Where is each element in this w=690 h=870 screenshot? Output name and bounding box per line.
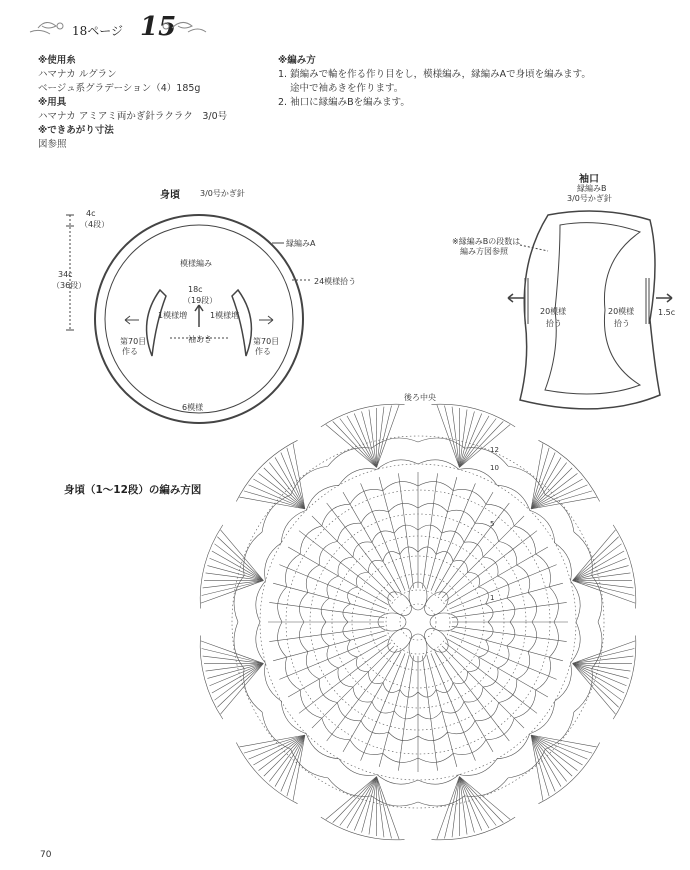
one-pattern-right: 1模様増 (210, 311, 240, 320)
yarn-heading: ※使用糸 (38, 55, 76, 66)
chart-strokes (200, 404, 636, 840)
sleeve-width: 1.5c (658, 308, 676, 317)
page-reference: 18ページ (72, 24, 124, 38)
back-center-label: 後ろ中央 (404, 393, 436, 402)
chart-title: 身頃（1〜12段）の編み方図 (64, 484, 202, 496)
size-heading: ※できあがり寸法 (38, 125, 114, 136)
pickup-label: 24模様拾う (314, 277, 357, 286)
pick-right: 20模様 (608, 307, 635, 316)
one-pattern-left: 1模様増 (158, 311, 188, 320)
row-label-5: 5 (490, 520, 495, 528)
instruction-step-1-cont: 途中で袖あきを作ります。 (290, 83, 404, 94)
row-label-10: 10 (490, 464, 499, 472)
page-number: 70 (40, 850, 52, 860)
row70-right: 第70目 (253, 337, 280, 346)
instructions-heading: ※編み方 (278, 55, 316, 66)
edge-a-label: 縁編みA (286, 239, 316, 248)
yarn-line-2: ベージュ系グラデーション（4）185g (38, 83, 201, 94)
dim-top: 4c (86, 209, 96, 218)
dim-side-rows: （36段） (52, 281, 87, 290)
center-dim: 18c (188, 285, 203, 294)
pattern-label: 模様編み (180, 259, 212, 268)
instruction-step-1: 1. 鎖編みで輪を作る作り目をし，模様編み，縁編みAで身頃を編みます。 (278, 69, 591, 80)
six-pattern-label: 6模様 (182, 403, 204, 412)
dim-top-rows: （4段） (80, 220, 110, 229)
row-label-12: 12 (490, 446, 499, 454)
sleeve-title: 袖口 (579, 174, 599, 185)
sleeve-note-1: ※縁編みBの段数は (452, 237, 521, 246)
body-title: 身頃 (160, 190, 180, 201)
tools-line: ハマナカ アミアミ両かぎ針ラクラク 3/0号 (38, 111, 228, 122)
row-label-1: 1 (490, 594, 495, 602)
yarn-line-1: ハマナカ ルグラン (38, 69, 117, 80)
pick-right-2: 拾う (614, 319, 630, 328)
edge-b-label: 縁編みB (577, 184, 607, 193)
row70-left: 第70目 (120, 337, 147, 346)
make-left: 作る (122, 347, 138, 356)
armhole-label: 袖あき (188, 335, 212, 344)
body-hook: 3/0号かぎ針 (200, 189, 245, 198)
tools-heading: ※用具 (38, 97, 67, 108)
center-rows: （19段） (183, 296, 218, 305)
make-right: 作る (255, 347, 271, 356)
dim-side: 34c (58, 270, 73, 279)
pick-left-2: 拾う (546, 319, 562, 328)
size-line: 図参照 (38, 139, 67, 150)
pick-left: 20模様 (540, 307, 567, 316)
instruction-step-2: 2. 袖口に縁編みBを編みます。 (278, 97, 410, 108)
sleeve-note-2: 編み方図参照 (460, 247, 508, 256)
pattern-number: 15 (140, 12, 177, 42)
sleeve-hook: 3/0号かぎ針 (567, 194, 612, 203)
